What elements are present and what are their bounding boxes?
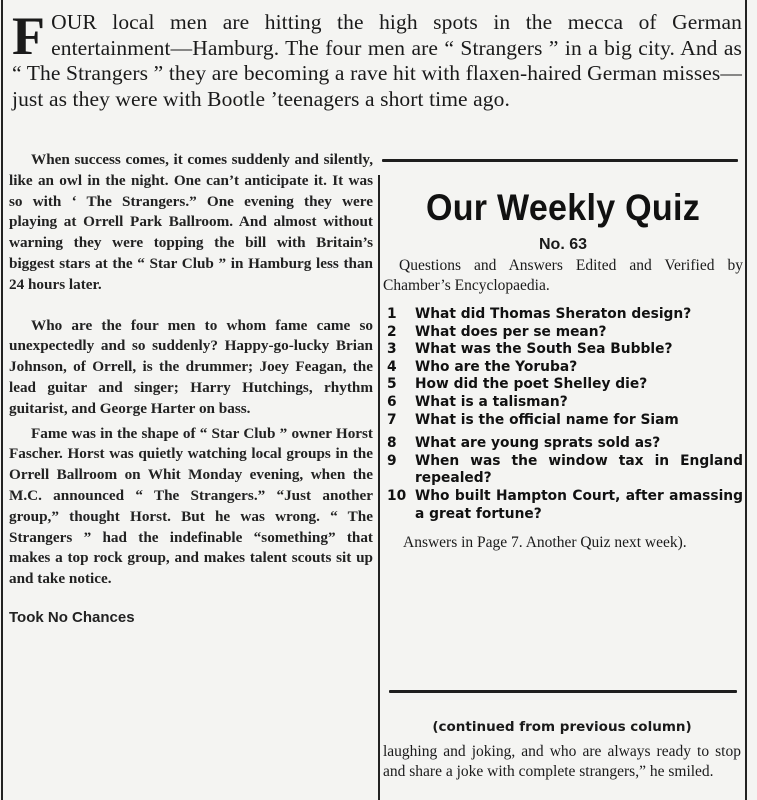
question-number: 5	[387, 376, 397, 393]
question-text: When was the window tax in England repealed?	[415, 452, 743, 487]
subheading: Took No Chances	[9, 608, 135, 626]
question-text: What is a talisman?	[415, 393, 568, 410]
question-number: 2	[387, 323, 397, 340]
question-item	[383, 359, 743, 377]
question-number: 8	[387, 435, 397, 452]
quiz-subtitle	[383, 256, 743, 296]
question-number: 9	[387, 452, 397, 469]
question-number: 4	[387, 358, 397, 375]
quiz-subtitle-text: Questions and Answers Edited and Verified by Chamber’s Encyclopaedia.	[383, 257, 743, 294]
quiz-title: Our Weekly Quiz	[425, 187, 701, 228]
quiz-top-rule	[382, 159, 738, 162]
question-text: What are young sprats sold as?	[415, 435, 661, 452]
question-number: 3	[387, 341, 397, 358]
question-item	[383, 412, 743, 430]
drop-cap: F	[12, 6, 46, 66]
question-item	[383, 324, 743, 342]
question-item	[383, 488, 743, 523]
weekly-quiz-box	[383, 180, 743, 553]
question-text: What was the South Sea Bubble?	[415, 341, 673, 358]
answers-note	[383, 533, 743, 553]
question-item	[383, 453, 743, 488]
question-text: Who are the Yoruba?	[415, 358, 578, 375]
question-text: What does per se mean?	[415, 323, 607, 340]
question-number: 10	[387, 487, 407, 504]
question-list	[383, 306, 743, 523]
column-divider	[378, 175, 380, 800]
question-text: What is the official name for Siam	[415, 411, 679, 428]
question-number: 6	[387, 393, 397, 410]
question-text: What did Thomas Sheraton design?	[415, 306, 692, 322]
question-item	[383, 394, 743, 412]
lead-paragraph	[12, 6, 742, 112]
article-paragraph: When success comes, it comes suddenly and silently, like an owl in the night. One can’t anticipate it. It was so with ‘ The Strangers.” One evening they were playing at Orrell Park Ballroom. And almost without warning they were topping the bill with Britain’s biggest stars at the “ Star Club ” in Hamburg less than 24 hours later.	[9, 151, 373, 293]
answers-note-text: Answers in Page 7. Another Quiz next week).	[403, 534, 687, 552]
lead-text: OUR local men are hitting the high spots in the mecca of German entertainment—Hamburg. The four men are “ Strangers ” in a big city. And as “ The Strangers ” they are becoming a rave hit with flaxen-haired German misses—just as they were with Bootle ’teenagers a short time ago.	[12, 10, 742, 111]
article-column	[9, 150, 373, 629]
article-paragraph: Fame was in the shape of “ Star Club ” owner Horst Fascher. Horst was quietly watching local groups in the Orrell Ballroom on Whit Monday evening, when the M.C. announced “ The Strangers.” “Just another group,” thought Horst. But he was wrong. “ The Strangers ” had the indefinable “something” that makes a top rock group, and makes talent scouts sit up and take notice.	[9, 424, 373, 588]
question-text: Who built Hampton Court, after amassing a great fortune?	[415, 487, 743, 522]
question-item	[383, 341, 743, 359]
quiz-number: No. 63	[538, 236, 587, 253]
continued-section	[383, 718, 741, 781]
right-border	[745, 0, 747, 800]
question-number: 1	[387, 306, 397, 322]
question-item	[383, 435, 743, 453]
question-item	[383, 306, 743, 324]
question-text: How did the poet Shelley die?	[415, 376, 648, 393]
quiz-bottom-rule	[389, 690, 737, 693]
continued-heading: (continued from previous column)	[432, 719, 692, 735]
article-paragraph: Who are the four men to whom fame came so unexpectedly and so suddenly? Happy-go-lucky Brian Johnson, of Orrell, is the drummer; Joey Feagan, the lead guitar and singer; Harry Hutchings, rhythm guitarist, and George Harter on bass.	[9, 316, 373, 417]
continued-text: laughing and joking, and who are always ready to stop and share a joke with complete strangers,” he smiled.	[383, 743, 741, 780]
question-number: 7	[387, 411, 397, 428]
question-item	[383, 376, 743, 394]
left-border	[1, 0, 3, 800]
